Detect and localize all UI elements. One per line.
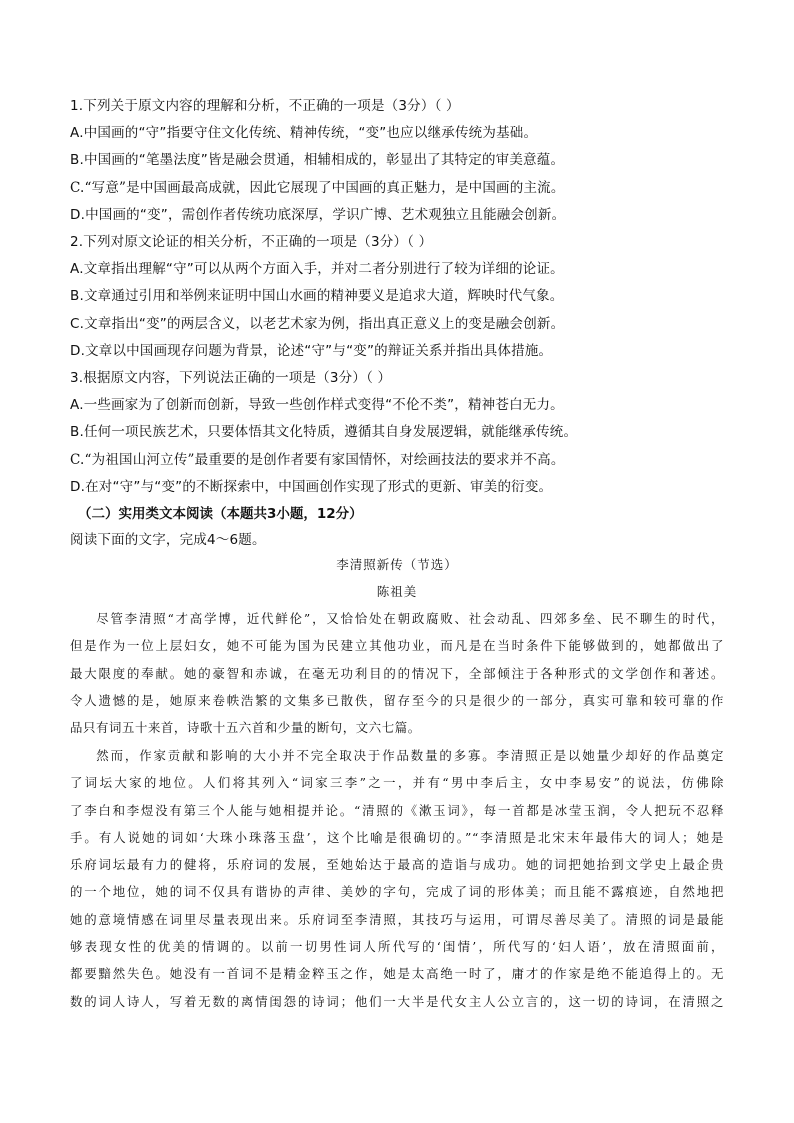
paragraph-line: 了词坛大家的地位。人们将其列入“词家三李”之一，并有“男中李后主，女中李易安”的说法，仿佛除 (70, 775, 724, 791)
paragraph-line: 了李白和李煜没有第三个人能与她相提并论。“清照的《漱玉词》，每一首都是冰莹玉润，令人把玩不忍释 (70, 802, 724, 818)
question-3-stem: 3.根据原文内容，下列说法正确的一项是（3分）（ ） (70, 370, 392, 387)
paragraph-line: 数的词人诗人，写着无数的离情闺怨的诗词；他们一大半是代女主人公立言的，这一切的诗词，在清照之 (70, 993, 724, 1009)
paragraph-line: 的一个地位，她的词不仅具有谐协的声律、美妙的字句，完成了词的形体美；而且能不露痕迹，自然地把 (70, 884, 724, 900)
paragraph-line: 品只有词五十来首，诗歌十五六首和少量的断句，文六七篇。 (70, 720, 421, 736)
section-heading: （二）实用类文本阅读（本题共3小题，12分） (78, 506, 363, 523)
paragraph-line: 都要黯然失色。她没有一首词不是精金粹玉之作，她是太高绝一时了，庸才的作家是绝不能追得上的。无 (70, 966, 724, 982)
article-paragraph-1 (70, 605, 724, 741)
article-paragraph-2 (70, 742, 724, 1015)
article-title: 李清照新传（节选） (336, 557, 458, 572)
question-3-option-d: D.在对“守”与“变”的不断探索中，中国画创作实现了形式的更新、审美的衍变。 (70, 478, 553, 495)
paragraph-line: 令人遗憾的是，她原来卷帙浩繁的文集多已散佚，留存至今的只是很少的一部分，真实可靠和较可靠的作 (70, 692, 724, 708)
question-3-option-c: C.“为祖国山河立传”最重要的是创作者要有家国情怀，对绘画技法的要求并不高。 (70, 451, 565, 468)
paragraph-line: 但是作为一位上层妇女，她不可能为国为民建立其他功业，而凡是在当时条件下能够做到的，她都做出了 (70, 638, 724, 654)
article-author: 陈祖美 (376, 584, 418, 599)
paragraph-line: 她的意境情感在词里尽量表现出来。乐府词至李清照，其技巧与运用，可谓尽善尽美了。清照的词是最能 (70, 911, 724, 927)
question-1-option-d: D.中国画的“变”，需创作者传统功底深厚，学识广博、艺术观独立且能融会创新。 (70, 206, 566, 223)
question-2-option-c: C.文章指出“变”的两层含义，以老艺术家为例，指出真正意义上的变是融会创新。 (70, 315, 565, 332)
paragraph-line: 尽管李清照“才高学博，近代鲜伦”，又恰恰处在朝政腐败、社会动乱、四郊多垒、民不聊生的时代， (95, 611, 724, 626)
paragraph-line: 够表现女性的优美的情调的。以前一切男性词人所代写的‘闺情’，所代写的‘妇人语’，放在清照面前， (70, 939, 724, 955)
question-3-option-a: A.一些画家为了创新而创新，导致一些创作样式变得“不伦不类”，精神苍白无力。 (70, 397, 564, 414)
question-1-option-b: B.中国画的“笔墨法度”皆是融会贯通，相辅相成的，彰显出了其特定的审美意蕴。 (70, 152, 565, 169)
question-2-option-d: D.文章以中国画现存问题为背景，论述“守”与“变”的辩证关系并指出具体措施。 (70, 342, 553, 359)
question-2-option-b: B.文章通过引用和举例来证明中国山水画的精神要义是追求大道，辉映时代气象。 (70, 288, 564, 305)
article-header (70, 551, 724, 605)
question-block (70, 93, 730, 554)
paragraph-line: 最大限度的奉献。她的豪智和赤诚，在毫无功利目的的情况下，全部倾注于各种形式的文学创作和著述。 (70, 665, 724, 681)
question-2-stem: 2.下列对原文论证的相关分析，不正确的一项是（3分）（ ） (70, 234, 433, 251)
question-1-option-c: C.“写意”是中国画最高成就，因此它展现了中国画的真正魅力，是中国画的主流。 (70, 179, 565, 196)
paragraph-line: 手。有人说她的词如‘大珠小珠落玉盘’，这个比喻是很确切的。”“李清照是北宋末年最伟大的词人；她是 (70, 829, 724, 845)
reading-instruction: 阅读下面的文字，完成4～6题。 (70, 532, 266, 549)
question-1-option-a: A.中国画的“守”指要守住文化传统、精神传统，“变”也应以继承传统为基础。 (70, 125, 538, 142)
paragraph-line: 乐府词坛最有力的健将，乐府词的发展，至她始达于最高的造诣与成功。她的词把她抬到文学史上最企贵 (70, 857, 724, 873)
question-2-option-a: A.文章指出理解“守”可以从两个方面入手，并对二者分别进行了较为详细的论证。 (70, 261, 564, 278)
question-1-stem: 1.下列关于原文内容的理解和分析，不正确的一项是（3分）（ ） (70, 98, 460, 114)
paragraph-line: 然而，作家贡献和影响的大小并不完全取决于作品数量的多寡。李清照正是以她量少却好的作品奠定 (95, 748, 724, 763)
question-3-option-b: B.任何一项民族艺术，只要体悟其文化特质，遵循其自身发展逻辑，就能继承传统。 (70, 424, 578, 441)
